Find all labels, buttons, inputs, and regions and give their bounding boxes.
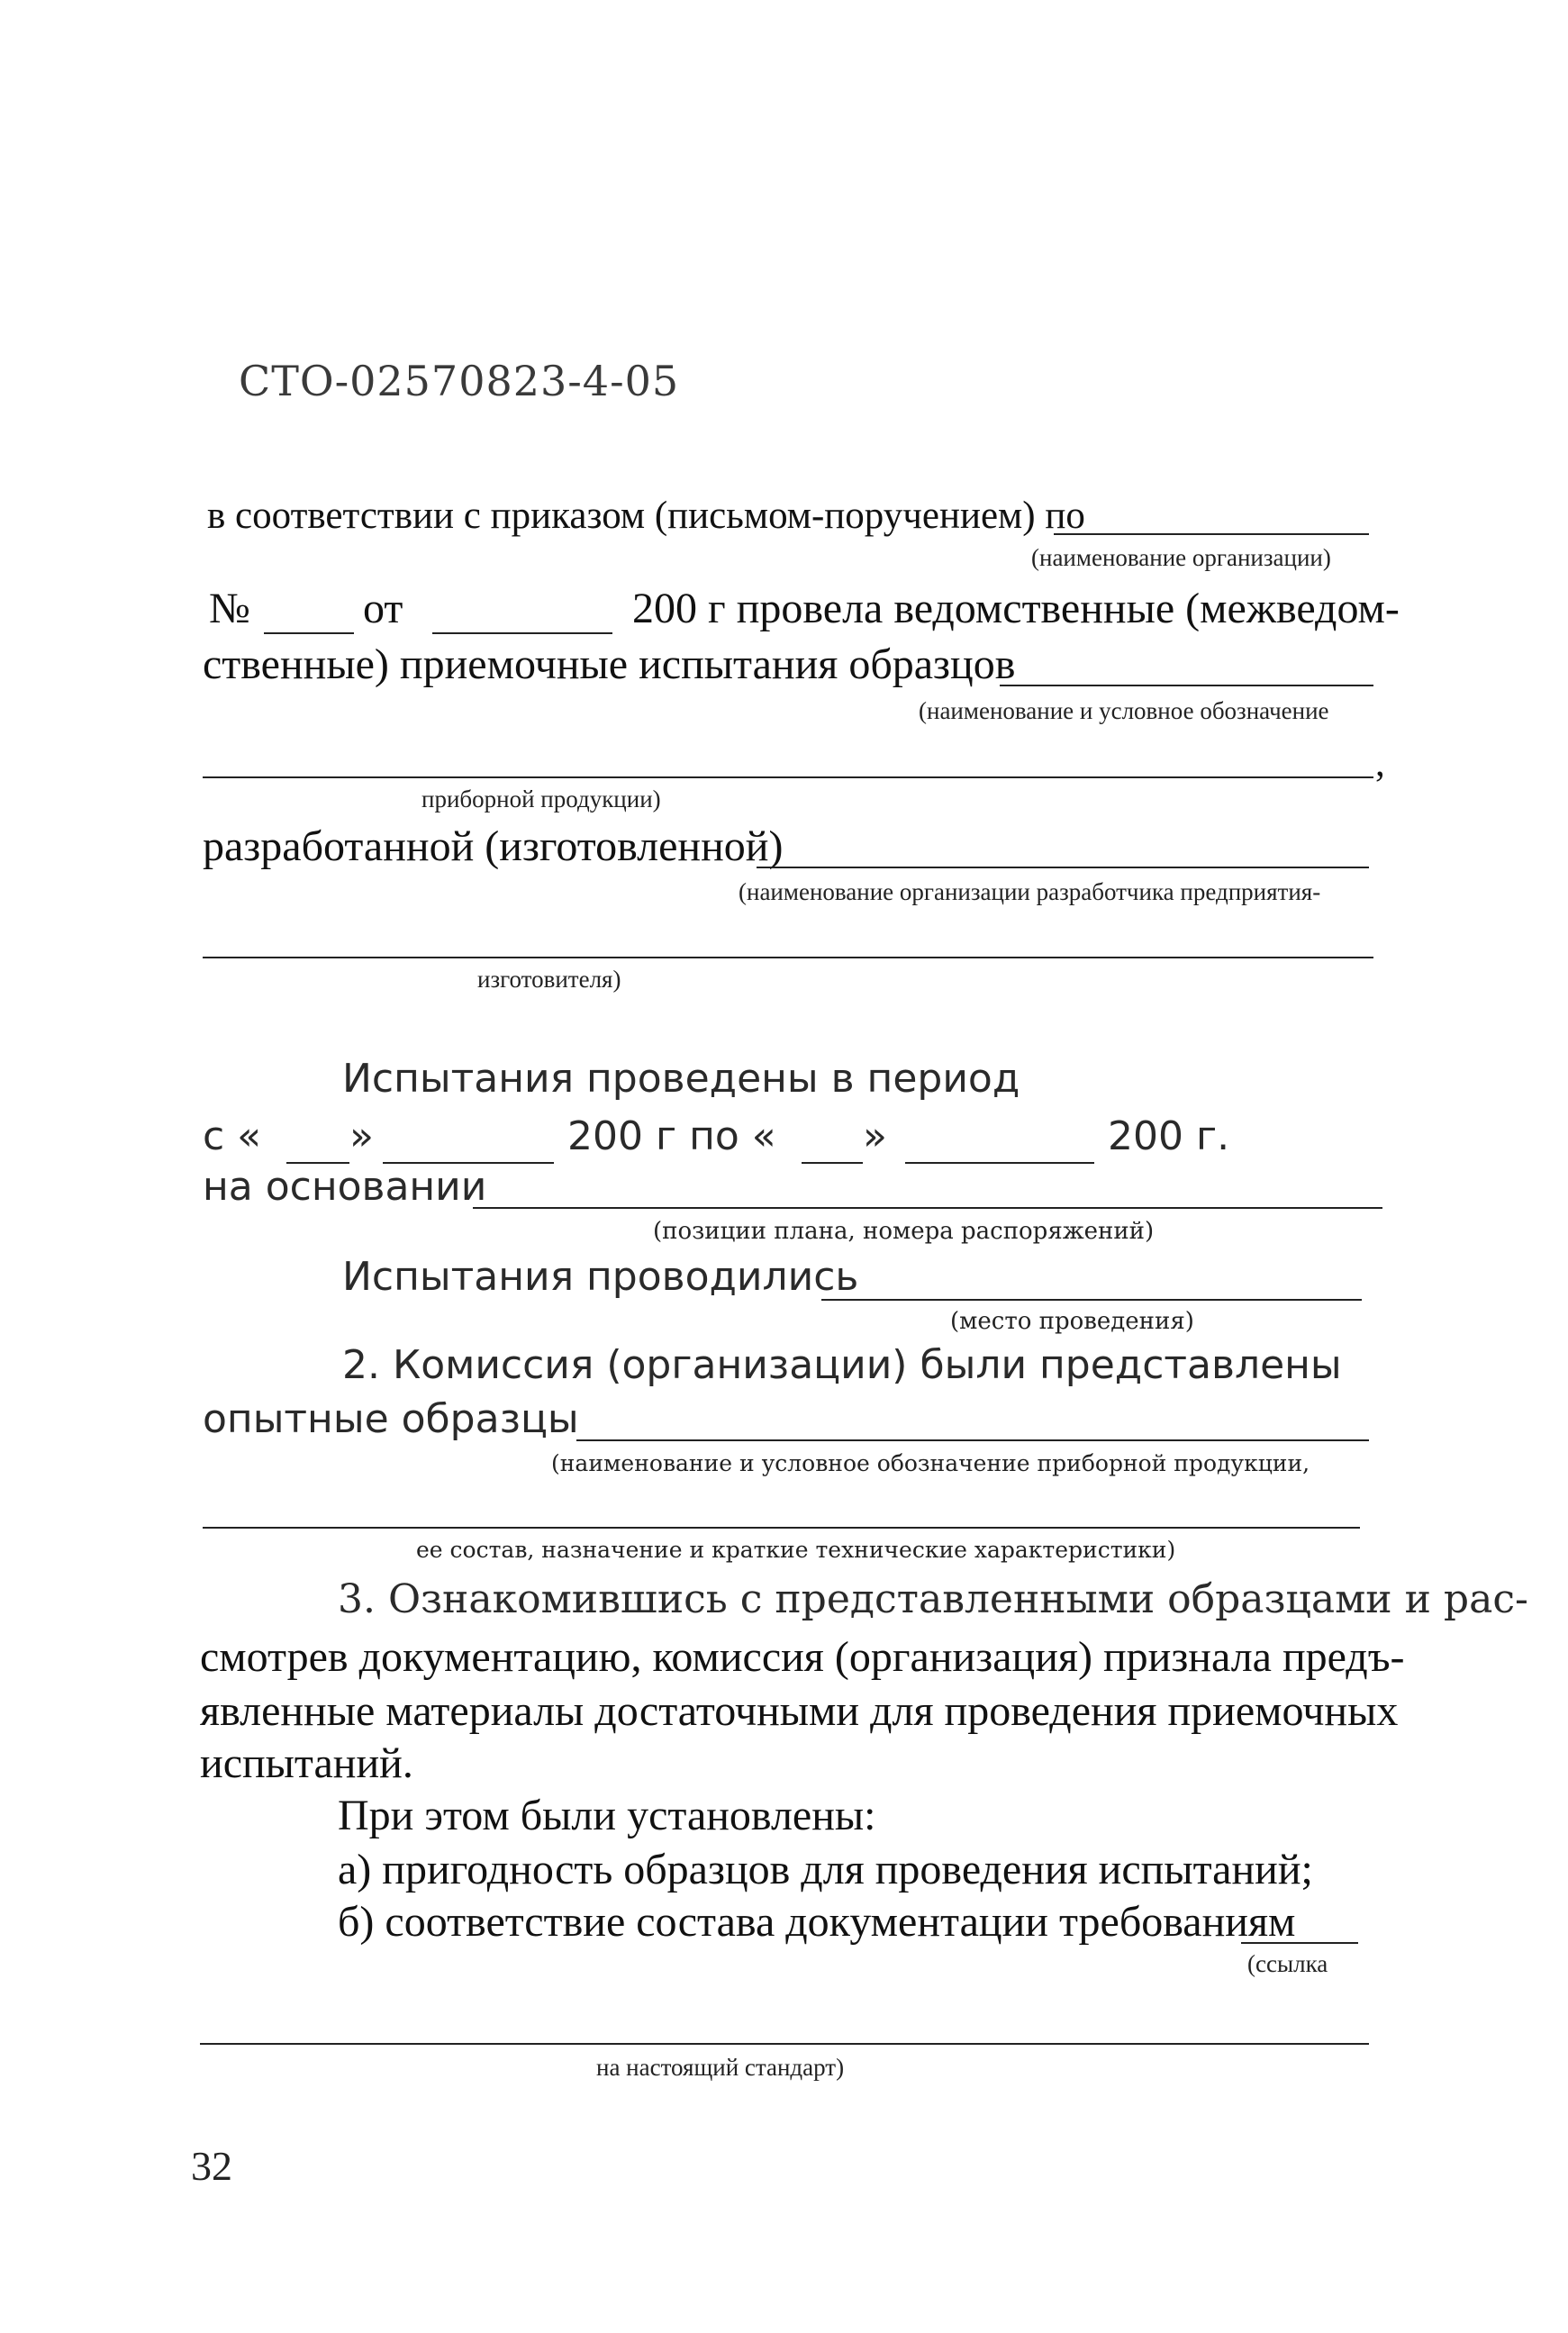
caption-product: приборной продукции)	[421, 785, 661, 812]
text-line-tests: ственные) приемочные испытания образцов	[203, 640, 1016, 688]
text-from: от	[363, 585, 403, 632]
blank-place	[821, 1299, 1362, 1301]
blank-product-line	[203, 776, 1373, 778]
page-number: 32	[191, 2143, 232, 2189]
quote-close-1: »	[349, 1113, 374, 1159]
blank-number	[264, 632, 354, 634]
blank-samples	[576, 1439, 1369, 1441]
text-line-developed: разработанной (изготовленной)	[203, 822, 784, 870]
document-code: СТО-02570823-4-05	[239, 357, 680, 405]
blank-organization	[1054, 533, 1369, 535]
paragraph-3-line-1: 3. Ознакомившись с представленными образцами и рас-	[338, 1576, 1528, 1622]
text-basis: на основании	[203, 1164, 487, 1210]
blank-end-day	[802, 1162, 863, 1164]
caption-developer: (наименование организации разработчика предприятия-	[739, 878, 1321, 905]
caption-product-name: (наименование и условное обозначение	[919, 697, 1329, 724]
blank-requirements	[1241, 1942, 1358, 1944]
paragraph-3-line-3: явленные материалы достаточными для проведения приемочных	[200, 1687, 1399, 1735]
blank-date	[432, 632, 612, 634]
text-period-title: Испытания проведены в период	[342, 1056, 1020, 1102]
text-line-order: в соответствии с приказом (письмом-поручением) по	[207, 495, 1085, 537]
quote-close-2: »	[863, 1113, 887, 1159]
blank-basis	[473, 1207, 1382, 1209]
item-b: б) соответствие состава документации требованиям	[338, 1898, 1296, 1946]
text-from-date: с «	[203, 1113, 262, 1159]
text-samples: опытные образцы	[203, 1396, 579, 1442]
text-conducted: Испытания проводились	[342, 1254, 859, 1300]
caption-specs: ее состав, назначение и краткие технические характеристики)	[416, 1537, 1176, 1563]
text-line-conducted: 200 г провела ведомственные (межведом-	[632, 585, 1400, 632]
caption-standard: на настоящий стандарт)	[596, 2054, 845, 2081]
blank-developer	[757, 867, 1369, 868]
number-sign: №	[209, 585, 250, 632]
paragraph-3-line-2: смотрев документацию, комиссия (организация) признала предъ-	[200, 1633, 1405, 1681]
item-a: а) пригодность образцов для проведения испытаний;	[338, 1846, 1313, 1893]
text-year-to: 200 г по «	[567, 1113, 776, 1159]
caption-reference: (ссылка	[1247, 1950, 1328, 1977]
caption-manufacturer: изготовителя)	[477, 966, 621, 993]
caption-basis: (позиции плана, номера распоряжений)	[653, 1218, 1155, 1245]
blank-specs	[203, 1527, 1360, 1529]
blank-end-month	[905, 1162, 1094, 1164]
caption-organization: (наименование организации)	[1031, 544, 1331, 571]
blank-standard	[200, 2043, 1369, 2045]
comma: ,	[1375, 742, 1385, 785]
blank-product-name	[1000, 685, 1373, 686]
caption-samples: (наименование и условное обозначение приборной продукции,	[551, 1450, 1310, 1476]
text-established: При этом были установлены:	[338, 1792, 876, 1839]
text-item-2: 2. Комиссия (организации) были представлены	[342, 1342, 1342, 1388]
text-year-end: 200 г.	[1108, 1113, 1230, 1159]
paragraph-3-line-4: испытаний.	[200, 1739, 413, 1787]
caption-place: (место проведения)	[950, 1308, 1194, 1335]
blank-manufacturer	[203, 957, 1373, 958]
